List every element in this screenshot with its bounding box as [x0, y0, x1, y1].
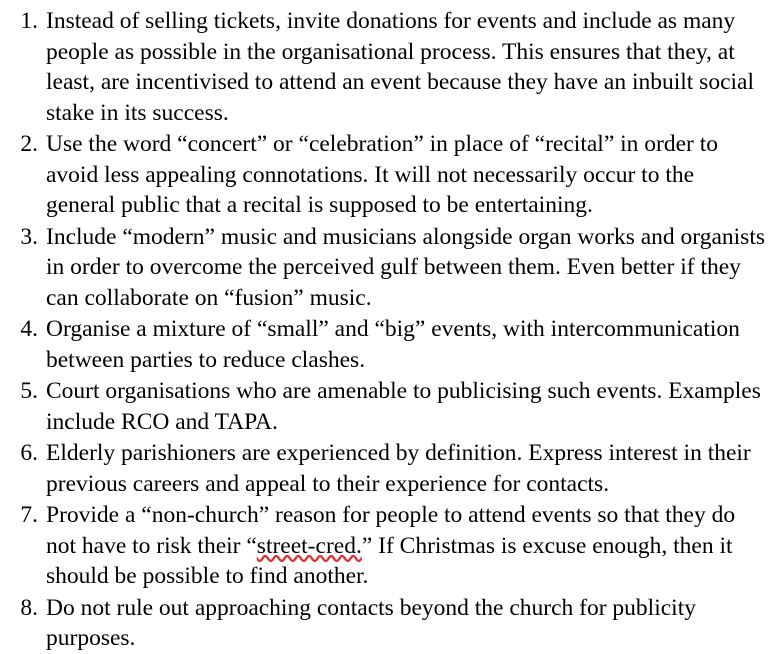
list-item	[10, 222, 768, 314]
spelling-error-text: street-cred.	[256, 532, 362, 559]
list-item	[10, 500, 768, 592]
list-item-number: 5.	[20, 378, 38, 404]
list-item	[10, 6, 768, 128]
list-item-number: 1.	[20, 8, 38, 34]
list-item-number: 3.	[20, 223, 38, 250]
list-item-text: Organise a mixture of “small” and “big” events, with intercommunication between parties to reduce clashes.	[46, 316, 740, 373]
list-item-text-before: Provide a “non-church” reason for people to attend events so that they do not have to risk their “	[46, 502, 736, 559]
list-item	[10, 129, 768, 221]
list-item	[10, 314, 768, 375]
list-item-text: Include “modern” music and musicians alongside organ works and organists in order to overcome the perceived gulf between them. Even better if they can collaborate on “fusion” music.	[46, 223, 765, 311]
list-item-number: 7.	[20, 502, 38, 528]
list-item-number: 4.	[20, 316, 38, 342]
list-item	[10, 593, 768, 654]
list-item	[10, 376, 768, 437]
list-item-text: Use the word “concert” or “celebration” in place of “recital” in order to avoid less appealing connotations. It will not necessarily occur to the general public that a recital is supposed to be entertaining.	[46, 131, 719, 218]
list-item-number: 2.	[20, 131, 38, 157]
list-item-text	[46, 500, 768, 592]
list-item-text: Do not rule out approaching contacts beyond the church for publicity purposes.	[46, 594, 696, 651]
list-item	[10, 438, 768, 499]
list-item-number: 8.	[20, 594, 38, 621]
list-item-text: Court organisations who are amenable to publicising such events. Examples include RCO and TAPA.	[46, 378, 761, 435]
list-item-text: Elderly parishioners are experienced by definition. Express interest in their previous careers and appeal to their experience for contacts.	[46, 440, 751, 497]
list-item-number: 6.	[20, 440, 38, 466]
list-item-text: Instead of selling tickets, invite donations for events and include as many people as possible in the organisational process. This ensures that they, at least, are incentivised to attend an event because they have an inbuilt social stake in its success.	[46, 8, 754, 126]
list-item-text-after: ” If Christmas is excuse enough, then it should be possible to find another.	[46, 532, 733, 589]
recommendations-list	[10, 6, 768, 654]
